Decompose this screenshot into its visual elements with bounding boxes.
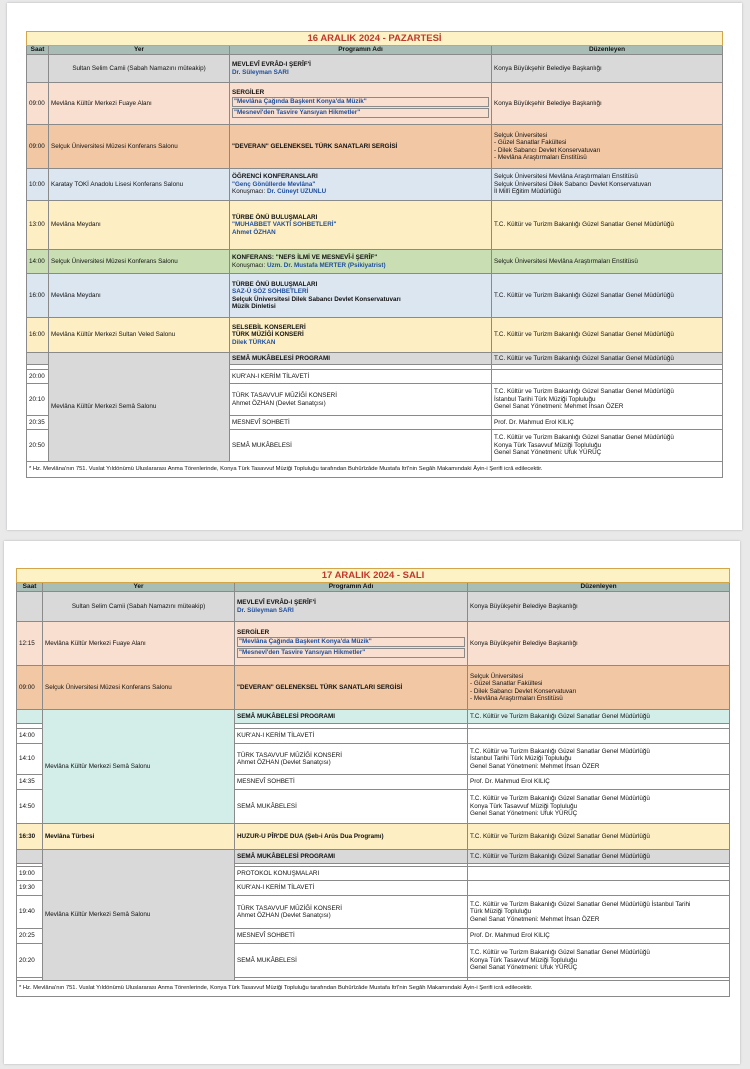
program-cell: KONFERANS: "NEFS İLMİ VE MESNEVÎ-İ ŞERÎF" Konuşmacı: Uzm. Dr. Mustafa MERTER (Psikiyatrist): [230, 250, 492, 274]
schedule-table-day2: [16, 568, 730, 997]
header-program: Programın Adı: [230, 46, 492, 55]
organizer: [492, 370, 723, 384]
table-row: 20:20 SEMÂ MUKÂBELESİ T.C. Kültür ve Turizm Bakanlığı Güzel Sanatlar Genel Müdürlüğü Konya Türk Tasavvuf Müziği Topluluğu Genel Sanat Yönetmeni: Ufuk YÜRÜÇ: [17, 944, 730, 978]
venue: Selçuk Üniversitesi Müzesi Konferans Salonu: [49, 250, 230, 274]
table-row: 14:00 KUR'AN-I KERİM TİLAVETİ: [17, 729, 730, 744]
header-program: Programın Adı: [235, 583, 468, 592]
venue: Mevlâna Kültür Merkezi Sultan Veled Salonu: [49, 318, 230, 353]
organizer: T.C. Kültür ve Turizm Bakanlığı Güzel Sanatlar Genel Müdürlüğü: [468, 850, 730, 864]
table-row: 14:50 SEMÂ MUKÂBELESİ T.C. Kültür ve Turizm Bakanlığı Güzel Sanatlar Genel Müdürlüğü Konya Türk Tasavvuf Müziği Topluluğu Genel Sanat Yönetmeni: Ufuk YÜRÜÇ: [17, 790, 730, 824]
program-cell: MEVLEVÎ EVRÂD-I ŞERÎF'İ Dr. Süleyman SARI: [230, 55, 492, 83]
venue: Karatay TOKİ Anadolu Lisesi Konferans Salonu: [49, 169, 230, 201]
table-row: 14:35 MESNEVÎ SOHBETİ Prof. Dr. Mahmud Erol KILIÇ: [17, 775, 730, 790]
program-cell: TÜRK TASAVVUF MÛZİĞİ KONSERİ Ahmet ÖZHAN (Devlet Sanatçısı): [235, 744, 468, 775]
program-cell: SEMÂ MUKÂBELESİ: [235, 944, 468, 978]
organizer: Konya Büyükşehir Belediye Başkanlığı: [468, 622, 730, 666]
header-yer: Yer: [43, 583, 235, 592]
header-duzenleyen: Düzenleyen: [492, 46, 723, 55]
program-cell: SEMÂ MUKÂBELESİ: [230, 430, 492, 462]
organizer: [468, 867, 730, 881]
table-row: 13:00 Mevlâna Meydanı TÜRBE ÖNÜ BULUŞMALARI "MUHABBET VAKTİ SOHBETLERİ" Ahmet ÖZHAN T.C. Kültür ve Turizm Bakanlığı Güzel Sanatlar Genel Müdürlüğü: [27, 201, 723, 250]
day-title: 16 ARALIK 2024 - PAZARTESİ: [27, 32, 723, 46]
program-cell: MESNEVÎ SOHBETİ: [235, 775, 468, 790]
organizer: T.C. Kültür ve Turizm Bakanlığı Güzel Sanatlar Genel Müdürlüğü: [468, 710, 730, 724]
organizer: T.C. Kültür ve Turizm Bakanlığı Güzel Sanatlar Genel Müdürlüğü: [492, 274, 723, 318]
program-cell: MEVLEVÎ EVRÂD-I ŞERÎF'İ Dr. Süleyman SARI: [235, 592, 468, 622]
organizer: T.C. Kültür ve Turizm Bakanlığı Güzel Sanatlar Genel Müdürlüğü İstanbul Tarihi Türk Müziği Topluluğu Genel Sanat Yönetmeni: Mehmet İhsan ÖZER: [492, 384, 723, 416]
header-duzenleyen: Düzenleyen: [468, 583, 730, 592]
program-cell: "DEVERAN" GELENEKSEL TÜRK SANATLARI SERGİSİ: [230, 125, 492, 169]
schedule-table-day1: [26, 31, 723, 478]
table-row: 19:40 TÜRK TASAVVUF MÛZİĞİ KONSERİ Ahmet ÖZHAN (Devlet Sanatçısı) T.C. Kültür ve Turizm Bakanlığı Güzel Sanatlar Genel Müdürlüğü İstanbul Tarihi Türk Müziği Topluluğu Genel Sanat Yönetmeni: Mehmet İhsan ÖZER: [17, 896, 730, 929]
venue: Sultan Selim Camii (Sabah Namazını müteakip): [49, 55, 230, 83]
table-row: 20:35 MESNEVÎ SOHBETİ Prof. Dr. Mahmud Erol KILIÇ: [27, 416, 723, 430]
header-saat: Saat: [27, 46, 49, 55]
venue: Mevlâna Kültür Merkezi Semâ Salonu: [49, 353, 230, 462]
table-row: 09:00 Selçuk Üniversitesi Müzesi Konferans Salonu "DEVERAN" GELENEKSEL TÜRK SANATLARI SERGİSİ Selçuk Üniversitesi - Güzel Sanatlar Fakültesi - Dilek Sabancı Devlet Konservatuvarı - Mevlâna Araştırmaları Enstitüsü: [27, 125, 723, 169]
schedule-page-day1: [7, 3, 742, 530]
organizer: Prof. Dr. Mahmud Erol KILIÇ: [468, 929, 730, 944]
header-saat: Saat: [17, 583, 43, 592]
footnote: * Hz. Mevlâna'nın 751. Vuslat Yıldönümü Uluslararası Anma Törenlerinde, Konya Türk Tasavvuf Müziği Topluluğu tarafından Buhûrîzâde Mustafa Itrî'nin Segâh Makamındaki Âyin-i Şerifi icrâ edilecektir.: [27, 462, 723, 478]
venue: Selçuk Üniversitesi Müzesi Konferans Salonu: [49, 125, 230, 169]
organizer: [468, 881, 730, 896]
organizer: T.C. Kültür ve Turizm Bakanlığı Güzel Sanatlar Genel Müdürlüğü: [492, 201, 723, 250]
venue: Mevlâna Kültür Merkezi Fuaye Alanı: [43, 622, 235, 666]
organizer: Selçuk Üniversitesi Mevlâna Araştırmaları Enstitüsü: [492, 250, 723, 274]
program-cell: "DEVERAN" GELENEKSEL TÜRK SANATLARI SERGİSİ: [235, 666, 468, 710]
venue: Mevlâna Meydanı: [49, 274, 230, 318]
program-cell: SEMÂ MUKÂBELESİ: [235, 790, 468, 824]
organizer: T.C. Kültür ve Turizm Bakanlığı Güzel Sanatlar Genel Müdürlüğü Konya Türk Tasavvuf Müziği Topluluğu Genel Sanat Yönetmeni: Ufuk YÜRÜÇ: [468, 944, 730, 978]
program-cell: ÖĞRENCİ KONFERANSLARI "Genç Gönüllerde Mevlâna" Konuşmacı: Dr. Cüneyt UZUNLU: [230, 169, 492, 201]
organizer: T.C. Kültür ve Turizm Bakanlığı Güzel Sanatlar Genel Müdürlüğü Konya Türk Tasavvuf Müziği Topluluğu Genel Sanat Yönetmeni: Ufuk YÜRÜÇ: [492, 430, 723, 462]
organizer: [468, 729, 730, 744]
organizer: T.C. Kültür ve Turizm Bakanlığı Güzel Sanatlar Genel Müdürlüğü Konya Türk Tasavvuf Müziği Topluluğu Genel Sanat Yönetmeni: Ufuk YÜRÜÇ: [468, 790, 730, 824]
program-cell: KUR'AN-I KERİM TİLAVETİ: [230, 370, 492, 384]
program-cell: PROTOKOL KONUŞMALARI: [235, 867, 468, 881]
organizer: Selçuk Üniversitesi - Güzel Sanatlar Fakültesi - Dilek Sabancı Devlet Konservatuvarı - Mevlâna Araştırmaları Enstitüsü: [492, 125, 723, 169]
organizer: T.C. Kültür ve Turizm Bakanlığı Güzel Sanatlar Genel Müdürlüğü: [468, 824, 730, 850]
venue: Mevlâna Türbesi: [43, 824, 235, 850]
table-row: 16:00 Mevlâna Kültür Merkezi Sultan Veled Salonu SELSEBİL KONSERLERİ TÜRK MÜZİĞİ KONSERİ Dilek TÜRKAN T.C. Kültür ve Turizm Bakanlığı Güzel Sanatlar Genel Müdürlüğü: [27, 318, 723, 353]
program-cell: TÜRK TASAVVUF MÛZİĞİ KONSERİ Ahmet ÖZHAN (Devlet Sanatçısı): [230, 384, 492, 416]
organizer: Prof. Dr. Mahmud Erol KILIÇ: [468, 775, 730, 790]
program-cell: KUR'AN-I KERİM TİLAVETİ: [235, 729, 468, 744]
table-row: [17, 850, 730, 864]
organizer: Konya Büyükşehir Belediye Başkanlığı: [468, 592, 730, 622]
header-yer: Yer: [49, 46, 230, 55]
day-title: 17 ARALIK 2024 - SALI: [17, 569, 730, 583]
venue: Mevlâna Kültür Merkezi Semâ Salonu: [43, 710, 235, 824]
table-row: [17, 592, 730, 622]
program-cell: TÜRK TASAVVUF MÛZİĞİ KONSERİ Ahmet ÖZHAN (Devlet Sanatçısı): [235, 896, 468, 929]
program-cell: SERGİLER "Mevlâna Çağında Başkent Konya'da Müzik" "Mesnevî'den Tasvire Yansıyan Hikmetler": [230, 83, 492, 125]
table-row: 16:00 Mevlâna Meydanı TÜRBE ÖNÜ BULUŞMALARI SAZ-Ü SÖZ SOHBETLERİ Selçuk Üniversitesi Dilek Sabancı Devlet Konservatuvarı Müzik Dinletisi T.C. Kültür ve Turizm Bakanlığı Güzel Sanatlar Genel Müdürlüğü: [27, 274, 723, 318]
footnote: * Hz. Mevlâna'nın 751. Vuslat Yıldönümü Uluslararası Anma Törenlerinde, Konya Türk Tasavvuf Müziği Topluluğu tarafından Buhûrîzâde Mustafa Itrî'nin Segâh Makamındaki Âyin-i Şerifi icrâ edilecektir.: [17, 981, 730, 997]
organizer: Prof. Dr. Mahmud Erol KILIÇ: [492, 416, 723, 430]
program-cell: SELSEBİL KONSERLERİ TÜRK MÜZİĞİ KONSERİ Dilek TÜRKAN: [230, 318, 492, 353]
program-cell: KUR'AN-I KERİM TİLAVETİ: [235, 881, 468, 896]
table-row: 20:10 TÜRK TASAVVUF MÛZİĞİ KONSERİ Ahmet ÖZHAN (Devlet Sanatçısı) T.C. Kültür ve Turizm Bakanlığı Güzel Sanatlar Genel Müdürlüğü İstanbul Tarihi Türk Müziği Topluluğu Genel Sanat Yönetmeni: Mehmet İhsan ÖZER: [27, 384, 723, 416]
program-cell: HUZUR-U PÎR'DE DUA (Şeb-i Arûs Dua Programı): [235, 824, 468, 850]
program-cell: TÜRBE ÖNÜ BULUŞMALARI SAZ-Ü SÖZ SOHBETLERİ Selçuk Üniversitesi Dilek Sabancı Devlet Konservatuvarı Müzik Dinletisi: [230, 274, 492, 318]
schedule-page-day2: [4, 541, 740, 1064]
table-row: 14:00 Selçuk Üniversitesi Müzesi Konferans Salonu KONFERANS: "NEFS İLMİ VE MESNEVÎ-İ ŞERÎF" Konuşmacı: Uzm. Dr. Mustafa MERTER (Psikiyatrist) Selçuk Üniversitesi Mevlâna Araştırmaları Enstitüsü: [27, 250, 723, 274]
organizer: T.C. Kültür ve Turizm Bakanlığı Güzel Sanatlar Genel Müdürlüğü: [492, 318, 723, 353]
organizer: T.C. Kültür ve Turizm Bakanlığı Güzel Sanatlar Genel Müdürlüğü İstanbul Tarihi Türk Müziği Topluluğu Genel Sanat Yönetmeni: Mehmet İhsan ÖZER: [468, 744, 730, 775]
venue: Mevlâna Meydanı: [49, 201, 230, 250]
program-cell: SEMÂ MUKÂBELESİ PROGRAMI: [230, 353, 492, 365]
program-cell: TÜRBE ÖNÜ BULUŞMALARI "MUHABBET VAKTİ SOHBETLERİ" Ahmet ÖZHAN: [230, 201, 492, 250]
program-cell: MESNEVÎ SOHBETİ: [230, 416, 492, 430]
table-row: 19:30 KUR'AN-I KERİM TİLAVETİ: [17, 881, 730, 896]
organizer: T.C. Kültür ve Turizm Bakanlığı Güzel Sanatlar Genel Müdürlüğü: [492, 353, 723, 365]
table-row: [27, 55, 723, 83]
table-row: 20:00 KUR'AN-I KERİM TİLAVETİ: [27, 370, 723, 384]
venue: Mevlâna Kültür Merkezi Semâ Salonu: [43, 850, 235, 981]
table-row: 20:50 SEMÂ MUKÂBELESİ T.C. Kültür ve Turizm Bakanlığı Güzel Sanatlar Genel Müdürlüğü Konya Türk Tasavvuf Müziği Topluluğu Genel Sanat Yönetmeni: Ufuk YÜRÜÇ: [27, 430, 723, 462]
organizer: Konya Büyükşehir Belediye Başkanlığı: [492, 55, 723, 83]
venue: Selçuk Üniversitesi Müzesi Konferans Salonu: [43, 666, 235, 710]
organizer: T.C. Kültür ve Turizm Bakanlığı Güzel Sanatlar Genel Müdürlüğü İstanbul Tarihi Türk Müziği Topluluğu Genel Sanat Yönetmeni: Mehmet İhsan ÖZER: [468, 896, 730, 929]
table-row: 09:00 Selçuk Üniversitesi Müzesi Konferans Salonu "DEVERAN" GELENEKSEL TÜRK SANATLARI SERGİSİ Selçuk Üniversitesi - Güzel Sanatlar Fakültesi - Dilek Sabancı Devlet Konservatuvarı - Mevlâna Araştırmaları Enstitüsü: [17, 666, 730, 710]
program-cell: SERGİLER "Mevlâna Çağında Başkent Konya'da Müzik" "Mesnevî'den Tasvire Yansıyan Hikmetler": [235, 622, 468, 666]
organizer: Selçuk Üniversitesi Mevlâna Araştırmaları Enstitüsü Selçuk Üniversitesi Dilek Sabancı Devlet Konservatuvarı İl Millî Eğitim Müdürlüğü: [492, 169, 723, 201]
program-cell: SEMÂ MUKÂBELESİ PROGRAMI: [235, 710, 468, 724]
organizer: Selçuk Üniversitesi - Güzel Sanatlar Fakültesi - Dilek Sabancı Devlet Konservatuvarı - Mevlâna Araştırmaları Enstitüsü: [468, 666, 730, 710]
table-row: 09:00 Mevlâna Kültür Merkezi Fuaye Alanı SERGİLER "Mevlâna Çağında Başkent Konya'da Müzik" "Mesnevî'den Tasvire Yansıyan Hikmetler" Konya Büyükşehir Belediye Başkanlığı: [27, 83, 723, 125]
venue: Sultan Selim Camii (Sabah Namazını müteakip): [43, 592, 235, 622]
program-cell: MESNEVÎ SOHBETİ: [235, 929, 468, 944]
table-row: [17, 710, 730, 724]
program-cell: SEMÂ MUKÂBELESİ PROGRAMI: [235, 850, 468, 864]
table-row: 14:10 TÜRK TASAVVUF MÛZİĞİ KONSERİ Ahmet ÖZHAN (Devlet Sanatçısı) T.C. Kültür ve Turizm Bakanlığı Güzel Sanatlar Genel Müdürlüğü İstanbul Tarihi Türk Müziği Topluluğu Genel Sanat Yönetmeni: Mehmet İhsan ÖZER: [17, 744, 730, 775]
table-row: 19:00 PROTOKOL KONUŞMALARI: [17, 867, 730, 881]
organizer: Konya Büyükşehir Belediye Başkanlığı: [492, 83, 723, 125]
venue: Mevlâna Kültür Merkezi Fuaye Alanı: [49, 83, 230, 125]
table-row: 16:30 Mevlâna Türbesi HUZUR-U PÎR'DE DUA (Şeb-i Arûs Dua Programı) T.C. Kültür ve Turizm Bakanlığı Güzel Sanatlar Genel Müdürlüğü: [17, 824, 730, 850]
table-row: 20:25 MESNEVÎ SOHBETİ Prof. Dr. Mahmud Erol KILIÇ: [17, 929, 730, 944]
table-row: 12:15 Mevlâna Kültür Merkezi Fuaye Alanı SERGİLER "Mevlâna Çağında Başkent Konya'da Müzik" "Mesnevî'den Tasvire Yansıyan Hikmetler" Konya Büyükşehir Belediye Başkanlığı: [17, 622, 730, 666]
table-row: [27, 353, 723, 365]
table-row: 10:00 Karatay TOKİ Anadolu Lisesi Konferans Salonu ÖĞRENCİ KONFERANSLARI "Genç Gönüllerde Mevlâna" Konuşmacı: Dr. Cüneyt UZUNLU Selçuk Üniversitesi Mevlâna Araştırmaları Enstitüsü Selçuk Üniversitesi Dilek Sabancı Devlet Konservatuvarı İl Millî Eğitim Müdürlüğü: [27, 169, 723, 201]
